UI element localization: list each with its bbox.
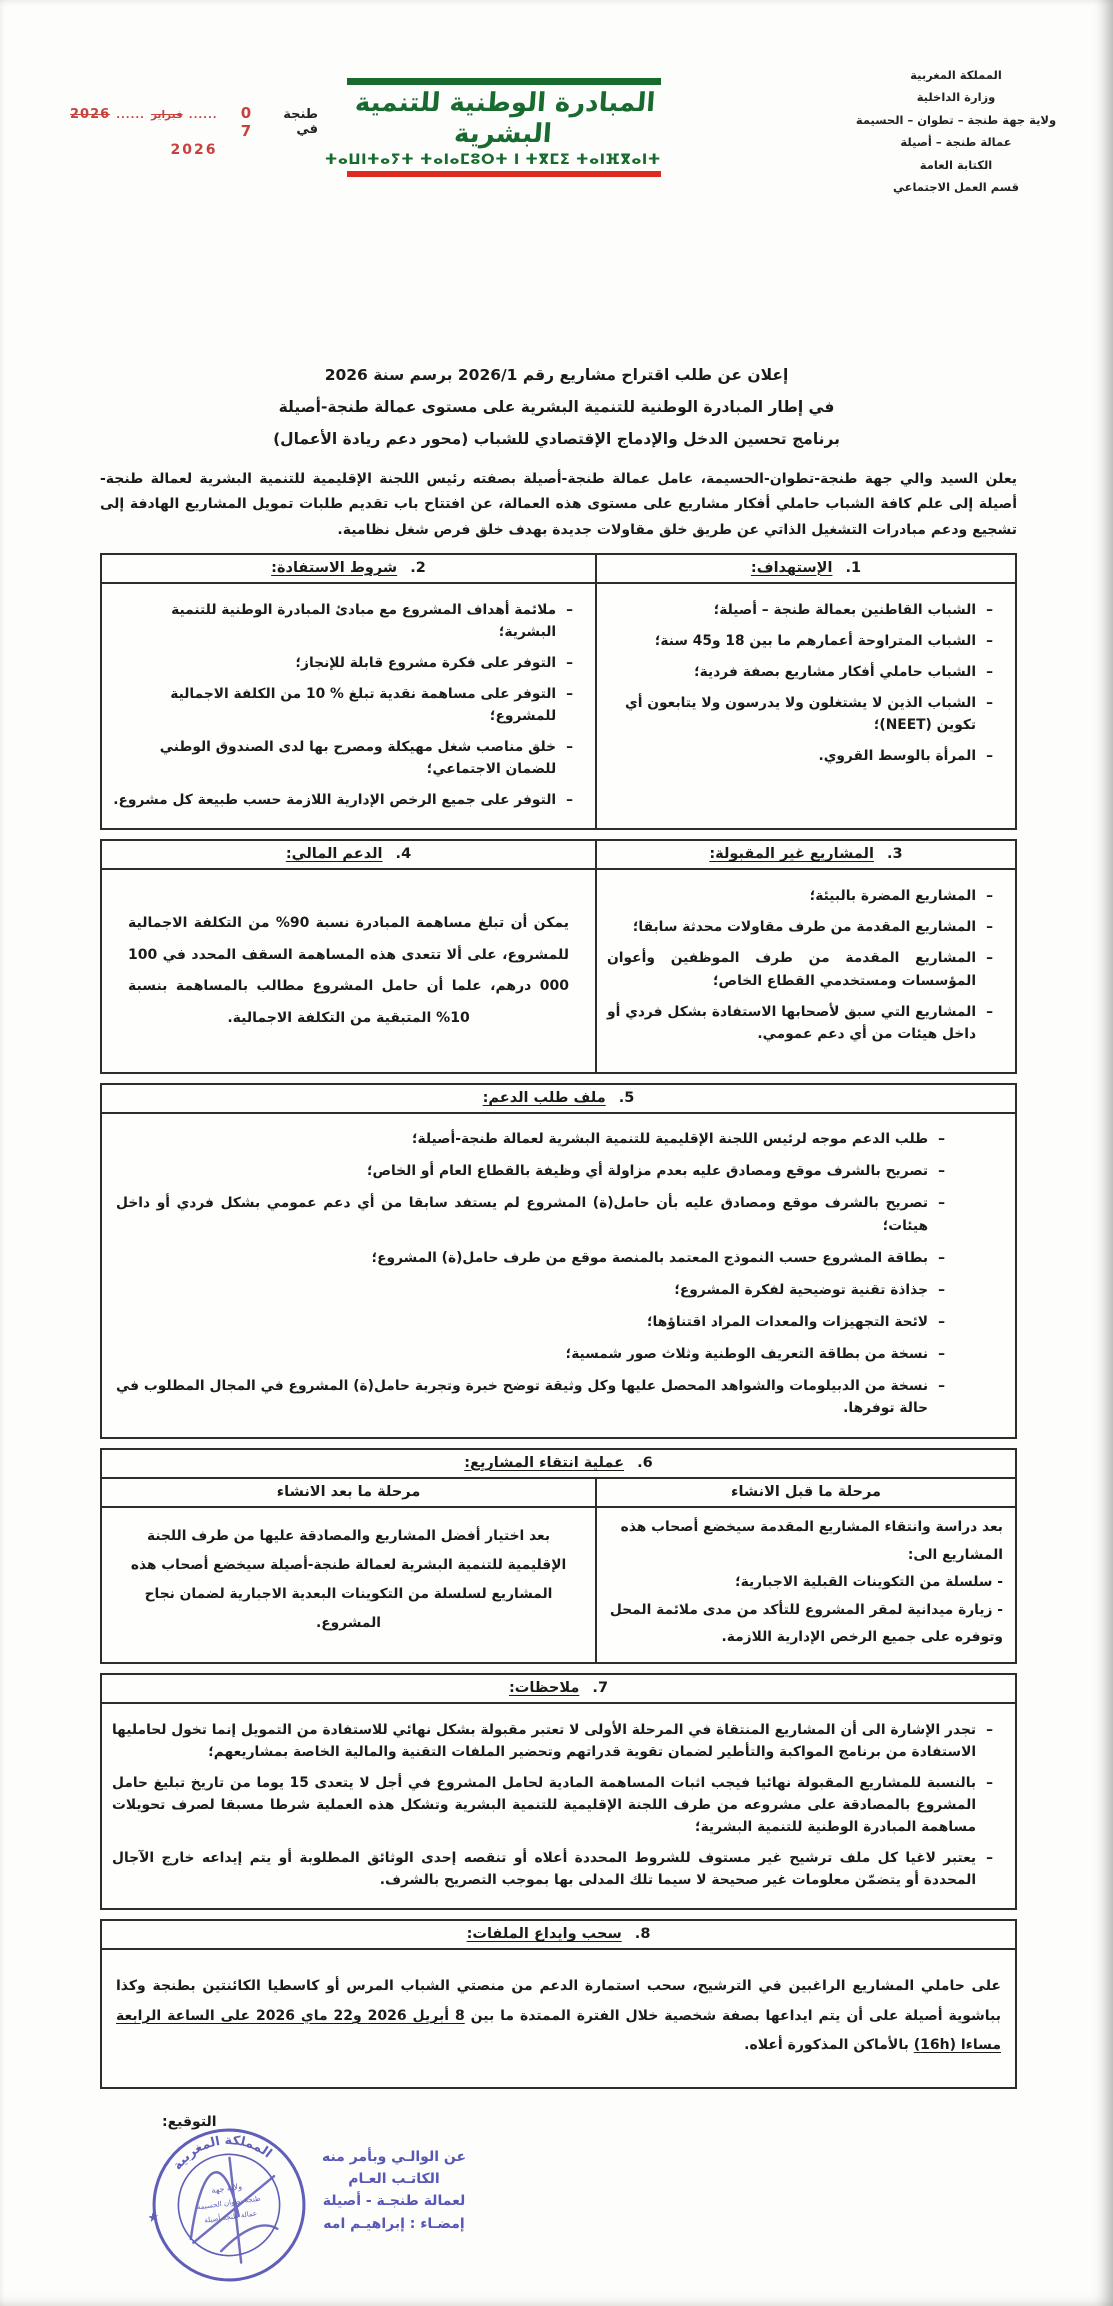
section-4-body [102,870,595,1072]
table-selection-process [100,1448,1017,1664]
signature-area [100,2098,1017,2306]
signature-scribble [180,2152,285,2269]
section-2-header: 2. شروط الاستفادة: [102,555,595,584]
section-8-header: 8. سحب وايداع الملفات: [102,1921,1015,1950]
document-body [0,467,1113,2305]
pre-creation-line: - سلسلة من التكوينات القبلية الاجبارية؛ [735,1574,1003,1591]
condition-item: – التوفر على جميع الرخص الإدارية اللازمة حسب طبيعة كل مشروع. [112,789,573,811]
financial-support-text: يمكن أن تبلغ مساهمة المبادرة نسبة 90% من التكلفة الاجمالية للمشروع، على ألا تتعدى هذه المساهمة السقف المحدد في 100 000 درهم، علما أن حامل المشروع مطالب بالمساهمة بنسبة 10% المتبقية من التكلفة الاجمالية. [128,915,570,1026]
targeting-item: – الشباب المتراوحة أعمارهم ما بين 18 و45 سنة؛ [607,630,993,652]
section-7-body [102,1704,1015,1908]
targeting-item: – الشباب حاملي أفكار مشاريع بصفة فردية؛ [607,661,993,683]
targeting-item: – المرأة بالوسط القروي. [607,745,993,767]
file-item: – نسخة من الدبيلومات والشواهد المحصل عليها وكل وثيقة توضح خبرة وتجربة حامل(ة) المشروع في المجال المطلوب في حالة توفرها. [116,1375,945,1419]
stamp-text-line: عن الوالـي وبأمر منه [321,2148,467,2165]
rejected-item: – المشاريع التي سبق لأصحابها الاستفادة بشكل فردي أو داخل هيئات من أي دعم عمومي. [607,1001,993,1045]
letterhead-line: عمالة طنجة – أصيلة [900,135,1012,150]
seal-country-text: المملكة المغربية [169,2131,276,2173]
rejected-item: – المشاريع المقدمة من طرف مقاولات محدثة سابقا؛ [607,916,993,938]
logo-arabic-title: المبادرة الوطنية للتنمية البشرية [354,88,657,150]
intro-paragraph: يعلن السيد والي جهة طنجة-تطوان-الحسيمة، عامل عمالة طنجة-أصيلة بصفته رئيس اللجنة الإقليمية للتنمية البشرية لعمالة طنجة-أصيلة إلى علم كافة الشباب حاملي أفكار مشاريع على مستوى هذه العمالة، عن افتتاح باب تقديم طلبات تمويل المشاريع الهادفة إلى تشجيع ودعم مبادرات التشغيل الذاتي عن طريق خلق مقاولات جديدة بهدف خلق فرص شغل نظامية. [100,471,1017,538]
logo-tifinagh-title: ⵜⴰⵡⵏⵜⴰⵢⵜ ⵜⴰⵏⴰⵎⵓⵔⵜ ⵏ ⵜⴳⵎⵉ ⵜⴰⵏⴼⴳⴰⵏⵜ [324,152,661,169]
section-6-header: 6. عملية انتقاء المشاريع: [102,1450,1015,1479]
signature-label: التوقيع: [162,2113,217,2130]
letterhead-line: ولاية جهة طنجة – تطوان – الحسيمة [855,112,1057,127]
logo-red-bar [347,171,661,177]
title-line-1: إعلان عن طلب اقتراح مشاريع رقم 2026/1 برسم سنة 2026 [324,366,789,384]
note-item: – تجدر الإشارة الى أن المشاريع المنتقاة في المرحلة الأولى لا تعتبر مقبولة بشكل نهائي للاستفادة من التمويل إنما تخول لحامليها الاستفادة من برنامج المواكبة والتأطير لضمان تقوية قدراتهم وتحضير الملفات التقنية والمالية الخاصة بمشاريعهم؛ [112,1719,993,1763]
file-item: – طلب الدعم موجه لرئيس اللجنة الإقليمية للتنمية البشرية لعمالة طنجة-أصيلة؛ [116,1128,945,1150]
seal-inner-line: عمالة طنجة أصيلة [203,2207,258,2225]
official-letterhead [805,64,1107,199]
condition-item: – ملائمة أهداف المشروع مع مبادئ المبادرة الوطنية للتنمية البشرية؛ [112,599,573,643]
date-stamp-year-repeat: 2026 [170,142,218,158]
rejected-item: – المشاريع المضرة بالبيئة؛ [607,885,993,907]
note-item: – يعتبر لاغيا كل ملف ترشيح غير مستوف للشروط المحددة أعلاه أو تنقصه إحدى الوثائق المطلوبة أو يتم إيداعه خارج الآجال المحددة أو يتضمّن معلومات غير صحيحة لا سيما تلك المدلى بها بموجب التصريح بالشرف. [112,1847,993,1891]
seal-inner-line: طنجة تطوان الحسيمة [196,2193,262,2212]
post-creation-body: بعد اختيار أفضل المشاريع والمصادقة عليها من طرف اللجنة الإقليمية للتنمية البشرية لعمالة طنجة-أصيلة سيخضع أصحاب هذه المشاريع لسلسلة من التكوينات البعدية الاجبارية لضمان نجاح المشروع. [130,1527,567,1631]
file-item: – تصريح بالشرف موقع ومصادق عليه بعدم مزاولة أي وظيفة بالقطاع العام أو الخاص؛ [116,1160,945,1182]
date-stamp: طنجة في 0 7 ...... فبراير ...... 2026 2026 [70,104,318,158]
svg-text:المملكة المغربية [166,2125,276,2173]
letterhead-line: المملكة المغربية [910,68,1002,82]
targeting-item: – الشباب القاطنين بعمالة طنجة – أصيلة؛ [607,599,993,621]
condition-item: – خلق مناصب شغل مهيكلة ومصرح بها لدى الصندوق الوطني للضمان الاجتماعي؛ [112,736,573,780]
section-3-body [595,870,1015,1072]
table-targeting-conditions [100,553,1017,831]
stamp-text-line: لعمالة طنجـة - أصيلة [322,2193,466,2210]
deadline-dates: 8 أبريل 2026 و22 ماي 2026 على الساعة الرابعة مساءا (16h) [116,2007,1001,2054]
pre-creation-header: مرحلة ما قبل الانشاء [595,1479,1015,1508]
pre-creation-line: - زيارة ميدانية لمقر المشروع للتأكد من مدى ملائمة المحل وتوفره على جميع الرخص الإدارية اللازمة. [609,1601,1003,1646]
official-round-seal [138,2113,321,2296]
section-1-body [595,584,1015,829]
section-7-header: 7. ملاحظات: [102,1675,1015,1704]
section-5-body [102,1114,1015,1437]
table-withdrawal-submission [100,1919,1017,2088]
targeting-item: – الشباب الذين لا يشتغلون ولا يدرسون ولا يتابعون أي تكوين (NEET)؛ [607,692,993,736]
note-item: – بالنسبة للمشاريع المقبولة نهائيا فيجب اثبات المساهمة المادية لحامل المشروع في أجل لا يتعدى 15 يوما من تاريخ تبليغ حامل المشروع بالمصادقة على مشروعه من طرف اللجنة الإقليمية للتنمية البشرية وتشكل هذه العملية شرطا مسبقا لصرف تحويلات مساهمة المبادرة الوطنية للتنمية البشرية؛ [112,1772,993,1838]
date-stamp-day: 0 7 [240,104,253,140]
file-item: – لائحة التجهيزات والمعدات المراد اقتناؤها؛ [116,1311,945,1333]
condition-item: – التوفر على مساهمة نقدية تبلغ % 10 من الكلفة الاجمالية للمشروع؛ [112,683,573,727]
letterhead-line: قسم العمل الاجتماعي [893,180,1019,195]
table-application-file [100,1083,1017,1439]
table-notes [100,1673,1017,1910]
withdrawal-text: على حاملي المشاريع الراغبين في الترشيح، سحب استمارة الدعم من منصتي الشباب المرس أو كاسطيا الكائنتين بطنجة وكذا بباشوية أصيلة على أن يتم ايداعها بصفة شخصية خلال الفترة الممتدة ما بين 8 أبريل 2026 و22 ماي 2026 على الساعة الرابعة مساءا (16h) بالأماكن المذكورة أعلاه. [116,1978,1002,2054]
letterhead-line: الكتابة العامة [919,157,993,172]
post-creation-header: مرحلة ما بعد الانشاء [102,1479,595,1508]
date-stamp-place: طنجة في [283,107,318,137]
section-2-body [102,584,595,829]
seal-star-icon: ★ [146,2209,161,2227]
title-line-3: برنامج تحسين الدخل والإدماج الإقتصادي للشباب (محور دعم ريادة الأعمال) [273,429,840,448]
section-5-header: 5. ملف طلب الدعم: [102,1085,1015,1114]
file-item: – بطاقة المشروع حسب النموذج المعتمد بالمنصة موقع من طرف حامل(ة) المشروع؛ [116,1247,945,1269]
rejected-item: – المشاريع المقدمة من طرف الموظفين وأعوان المؤسسات ومستخدمي القطاع الخاص؛ [607,947,993,991]
section-3-header: 3. المشاريع غير المقبولة: [595,841,1015,870]
document-header [0,0,1113,195]
file-item: – تصريح بالشرف موقع ومصادق عليه بأن حامل(ة) المشروع لم يستفد سابقا من أي دعم عمومي بشكل فردي أو داخل هيئات؛ [116,1192,945,1236]
announcement-title-block [0,188,1113,455]
table-rejected-financial [100,839,1017,1074]
seal-inner-line: ولاية جهة [210,2180,243,2195]
pre-creation-body [595,1508,1015,1662]
stamp-text-line: الكاتـب العـام [348,2170,440,2187]
section-1-header: 1. الإستهداف: [595,555,1015,584]
logo-green-bar [347,78,661,85]
title-line-2: في إطار المبادرة الوطنية للتنمية البشرية على مستوى عمالة طنجة-أصيلة [278,397,835,416]
date-stamp-month: فبراير [150,109,183,121]
file-item: – جذاذة تقنية توضيحية لفكرة المشروع؛ [116,1279,945,1301]
signature-stamp-text [286,2146,502,2236]
pre-creation-line: بعد دراسة وانتقاء المشاريع المقدمة سيخضع أصحاب هذه المشاريع الى: [620,1518,1003,1563]
date-stamp-year: 2026 [70,107,111,122]
file-item: – نسخة من بطاقة التعريف الوطنية وثلاث صور شمسية؛ [116,1343,945,1365]
stamp-text-line: إمضـاء : إبراهيـم امه [323,2215,465,2232]
letterhead-line: وزارة الداخلية [916,90,996,105]
section-4-header: 4. الدعم المالي: [102,841,595,870]
condition-item: – التوفر على فكرة مشروع قابلة للإنجاز؛ [112,652,573,674]
indh-logo [324,78,661,177]
